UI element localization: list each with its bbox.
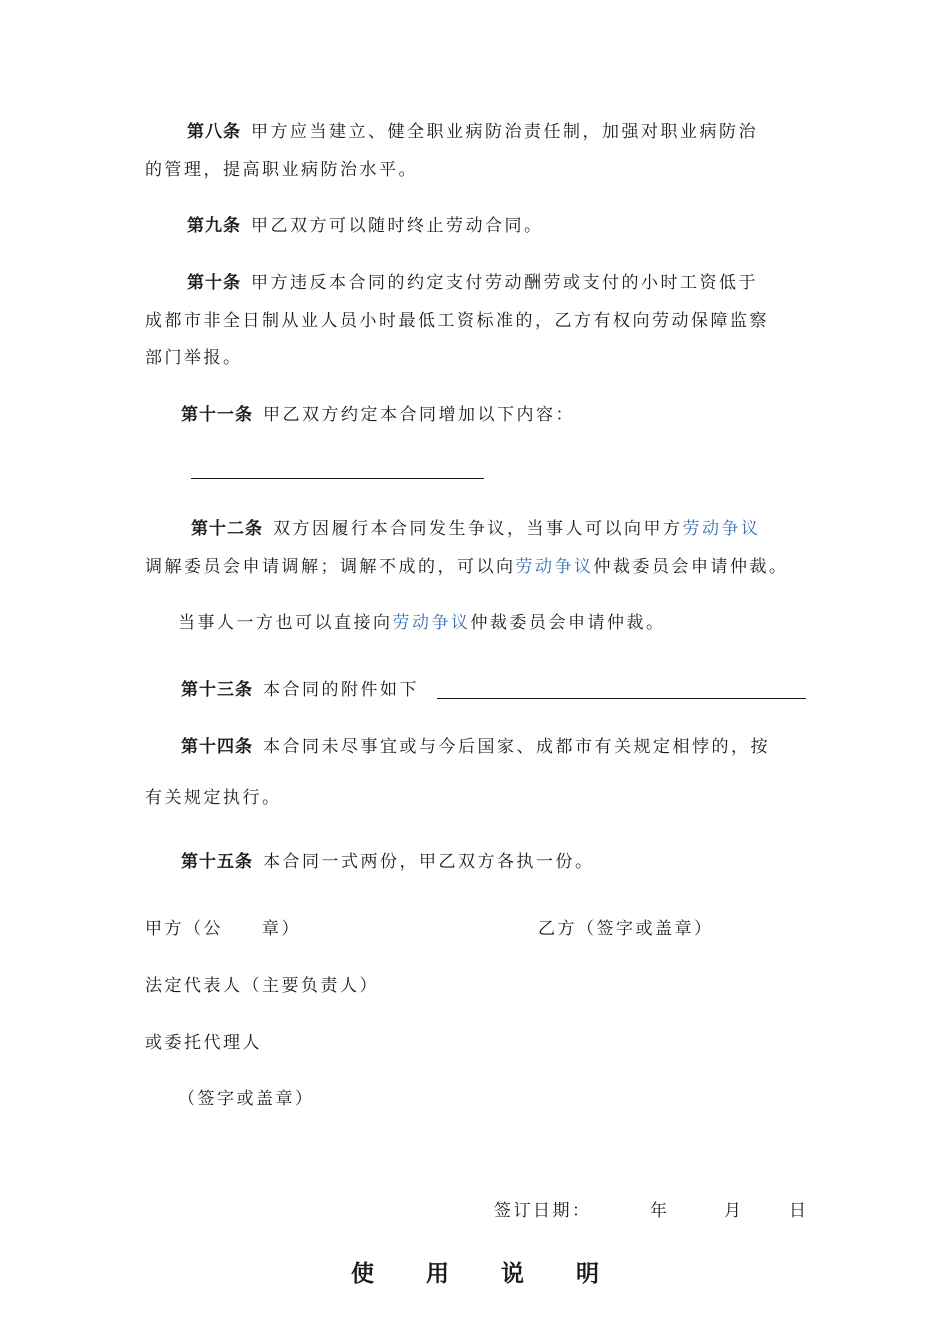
article-11-label: 第十一条 [181,405,253,425]
article-12-text-2a: 调解委员会申请调解；调解不成的，可以向 [145,557,516,577]
article-12-text-3a: 当事人一方也可以直接向 [178,613,393,633]
article-15-text: 本合同一式两份，甲乙双方各执一份。 [263,852,595,872]
article-8-text-1: 甲方应当建立、健全职业病防治责任制，加强对职业病防治 [251,122,758,142]
article-9 [187,215,544,237]
article-15 [181,851,595,873]
article-8-text-2: 的管理，提高职业病防治水平。 [145,160,418,180]
signing-date-label: 签订日期： [494,1201,592,1221]
article-10-text-1: 甲方违反本合同的约定支付劳动酬劳或支付的小时工资低于 [251,273,758,293]
article-10-text-2: 成都市非全日制从业人员小时最低工资标准的，乙方有权向劳动保障监察 [145,311,769,331]
article-8-label: 第八条 [187,122,241,142]
party-a-seal: 甲方（公 章） [145,919,301,939]
attachment-blank-line [437,698,806,699]
article-14-text-2: 有关规定执行。 [145,788,282,808]
labor-dispute-link-2[interactable]: 劳动争议 [515,557,594,577]
article-12-text-3b: 仲裁委员会申请仲裁。 [470,613,666,633]
agent-signature-note: （签字或盖章） [178,1089,315,1109]
article-10-text-3: 部门举报。 [145,348,243,368]
usage-instructions-title: 使用说明 [351,1261,651,1287]
article-11-text: 甲乙双方约定本合同增加以下内容： [263,405,575,425]
article-12-line-2 [145,556,789,578]
article-10-line-1 [187,272,758,294]
article-13 [181,679,419,701]
article-12-label: 第十二条 [191,519,263,539]
article-14-line-1 [181,736,770,758]
article-10-label: 第十条 [187,273,241,293]
authorized-agent: 或委托代理人 [145,1033,262,1053]
article-12-text-1: 双方因履行本合同发生争议，当事人可以向甲方 [273,519,683,539]
article-11 [181,404,575,426]
labor-dispute-link-3[interactable]: 劳动争议 [392,613,471,633]
article-12-text-2b: 仲裁委员会申请仲裁。 [593,557,789,577]
article-8-line-1 [187,121,758,143]
article-12-line-1 [191,518,761,540]
article-9-text: 甲乙双方可以随时终止劳动合同。 [251,216,544,236]
article-9-label: 第九条 [187,216,241,236]
article-11-blank-line [191,478,484,479]
party-b-signature: 乙方（签字或盖章） [538,919,714,939]
article-13-label: 第十三条 [181,680,253,700]
date-year: 年 [650,1201,670,1221]
labor-dispute-link-1[interactable]: 劳动争议 [682,519,761,539]
date-month: 月 [724,1201,744,1221]
article-14-text-1: 本合同未尽事宜或与今后国家、成都市有关规定相悖的，按 [263,737,770,757]
article-13-text: 本合同的附件如下 [263,680,419,700]
article-15-label: 第十五条 [181,852,253,872]
date-day: 日 [789,1201,809,1221]
legal-representative: 法定代表人（主要负责人） [145,976,379,996]
article-14-label: 第十四条 [181,737,253,757]
article-12-line-3 [178,612,666,634]
